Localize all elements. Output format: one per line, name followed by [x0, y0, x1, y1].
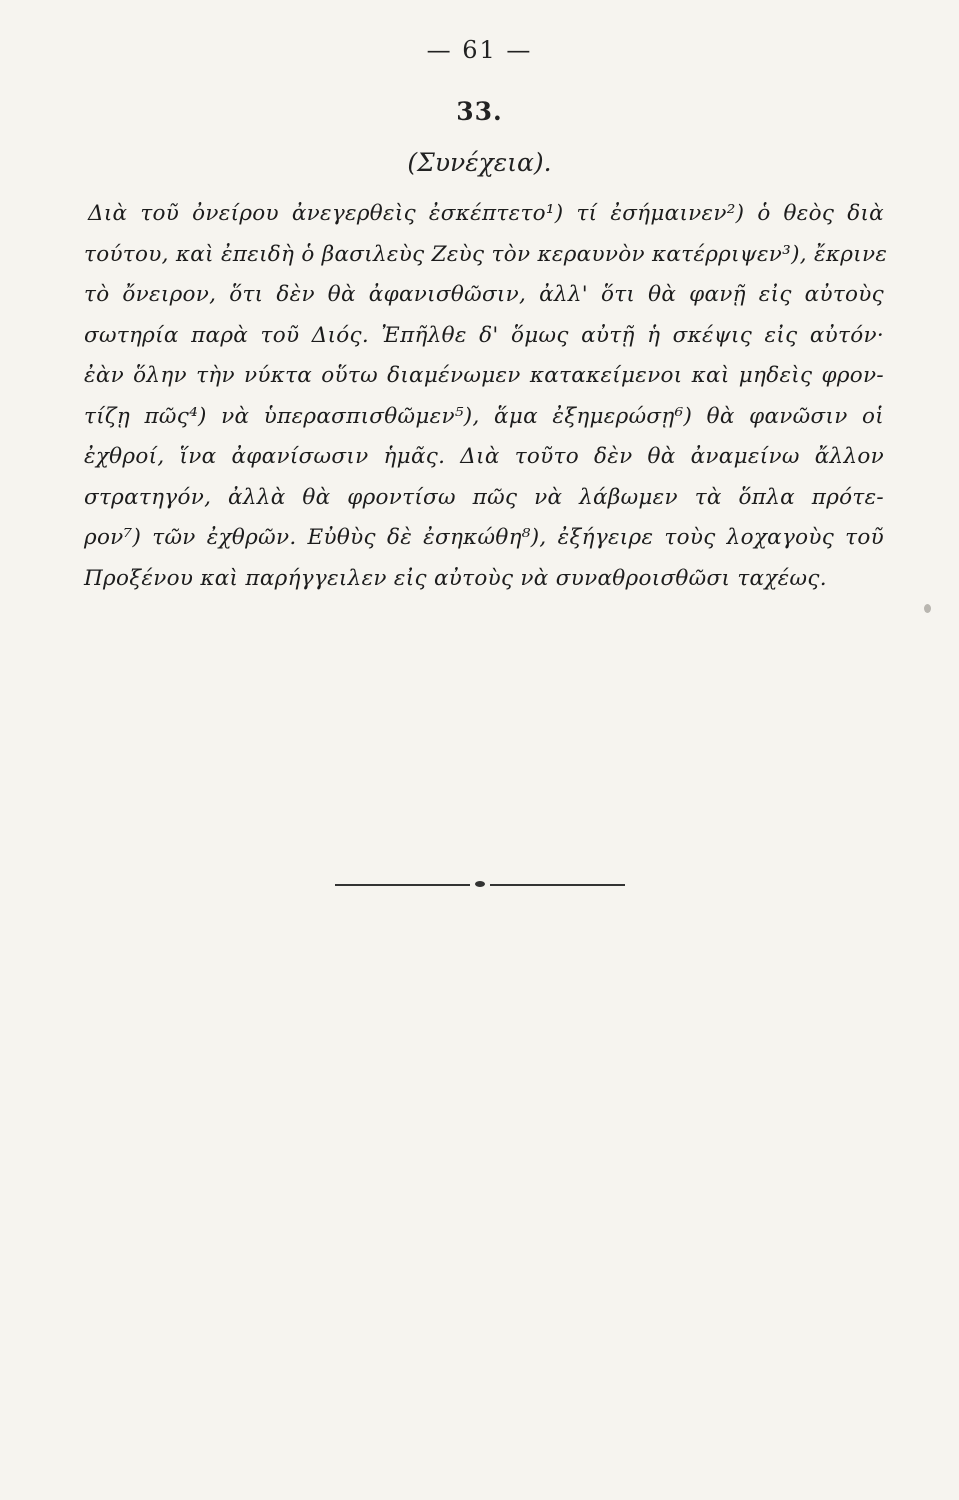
- text-line: ρον⁷) τῶν ἐχθρῶν. Εὐθὺς δὲ ἐσηκώθη⁸), ἐξήγειρε τοὺς λοχαγοὺς τοῦ: [84, 525, 884, 550]
- page-number: — 61 —: [426, 36, 533, 64]
- text-line: Διὰ τοῦ ὀνείρου ἀνεγερθεὶς ἐσκέπτετο¹) τί ἐσήμαινεν²) ὁ θεὸς διὰ: [88, 201, 884, 226]
- section-number: 33.: [456, 97, 503, 126]
- divider-ornament-icon: [470, 879, 490, 889]
- text-line: σωτηρία παρὰ τοῦ Διός. Ἐπῆλθε δ' ὅμως αὐτῇ ἡ σκέψις εἰς αὐτόν·: [84, 322, 884, 348]
- paper-speck: [924, 604, 931, 613]
- text-line: ἐχθροί, ἵνα ἀφανίσωσιν ἡμᾶς. Διὰ τοῦτο δὲν θὰ ἀναμείνω ἄλλον: [84, 444, 884, 469]
- text-line: ἐὰν ὅλην τὴν νύκτα οὕτω διαμένωμεν κατακείμενοι καὶ μηδεὶς φρον-: [84, 363, 884, 388]
- text-line: τούτου, καὶ ἐπειδὴ ὁ βασιλεὺς Ζεὺς τὸν κεραυνὸν κατέρριψεν³), ἔκρινε: [84, 241, 888, 267]
- text-line: τίζῃ πῶς⁴) νὰ ὑπερασπισθῶμεν⁵), ἅμα ἐξημερώσῃ⁶) θὰ φανῶσιν οἱ: [84, 403, 884, 429]
- ornamental-divider: [335, 882, 625, 888]
- text-line: στρατηγόν, ἀλλὰ θὰ φροντίσω πῶς νὰ λάβωμεν τὰ ὅπλα πρότε-: [84, 484, 884, 510]
- section-subtitle: (Συνέχεια).: [407, 148, 552, 177]
- text-line: τὸ ὄνειρον, ὅτι δὲν θὰ ἀφανισθῶσιν, ἀλλ' ὅτι θὰ φανῇ εἰς αὐτοὺς: [84, 282, 884, 307]
- text-line: Προξένου καὶ παρήγγειλεν εἰς αὐτοὺς νὰ συναθροισθῶσι ταχέως.: [84, 565, 827, 591]
- body-paragraph: [84, 194, 888, 599]
